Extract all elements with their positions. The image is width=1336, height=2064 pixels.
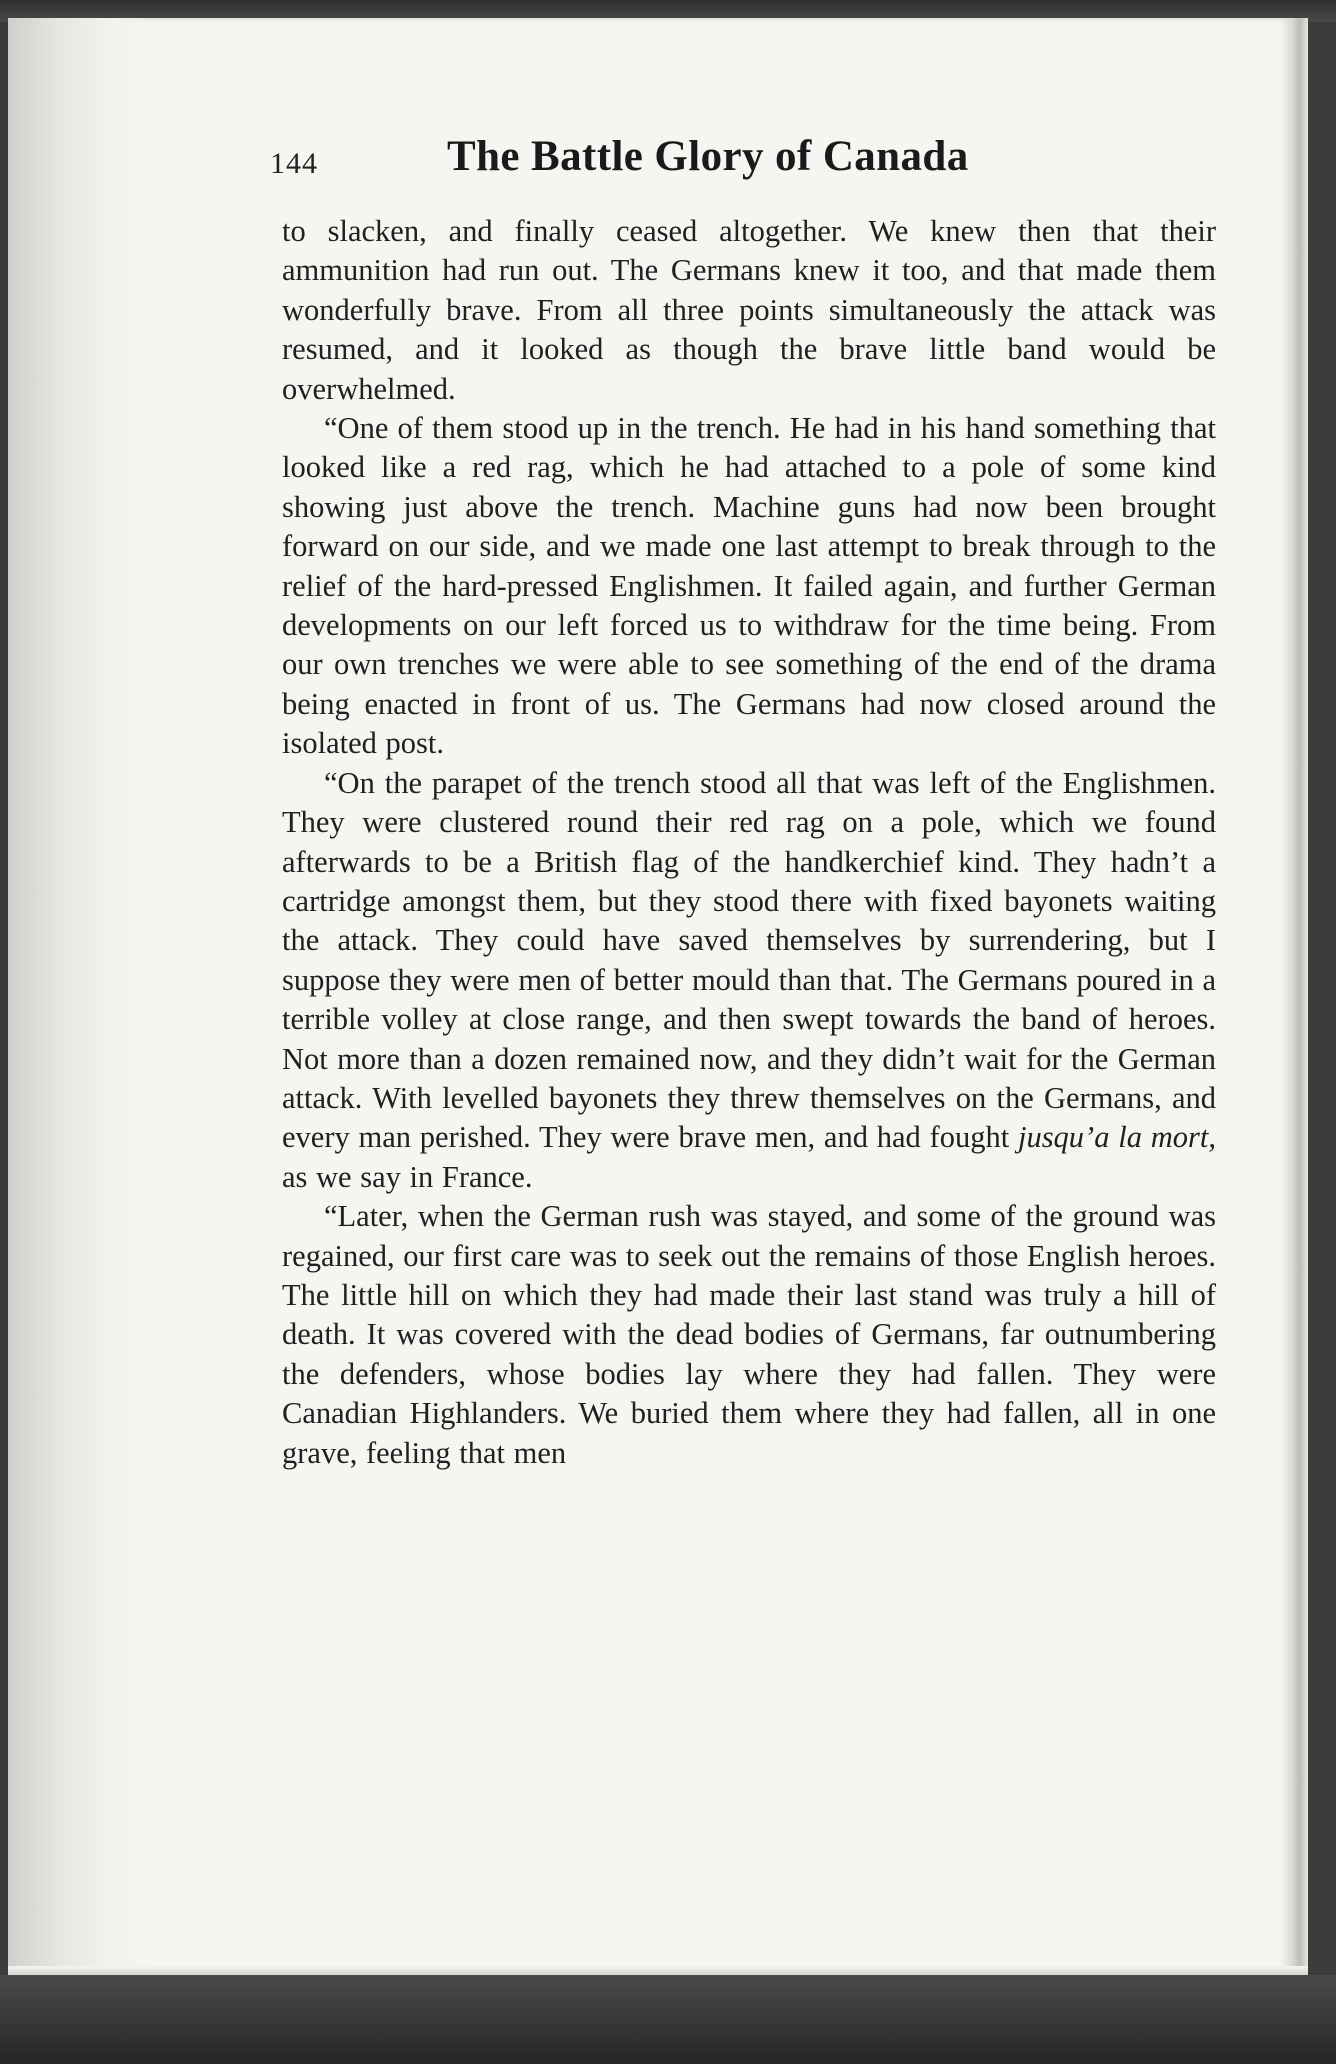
scanner-bottom-border	[0, 1975, 1336, 2064]
italic-phrase: jusqu’a la mort,	[1017, 1120, 1217, 1155]
body-text	[282, 212, 1216, 1473]
paragraph-text: “On the parapet of the trench stood all that was left of the Englishmen. They were clustered round their red rag on a pole, which we found afterwards to be a British flag of the handkerchief kind. They hadn’t a cartridge amongst them, but they stood there with fixed bayonets waiting the attack. They could have saved themselves by surrendering, but I suppose they were men of better mould than that. The Germans poured in a terrible volley at close range, and then swept towards the band of heroes. Not more than a dozen remained now, and they didn’t wait for the German attack. With levelled bayonets they threw themselves on the Germans, and every man perished. They were brave men, and had fought	[282, 765, 1216, 1155]
page-gutter-shadow	[8, 18, 158, 1980]
page-right-edge	[1280, 18, 1308, 1980]
paragraph: to slacken, and finally ceased altogether. We knew then that their ammunition had run out. The Germans knew it too, and that made them wonderfully brave. From all three points simultaneously the attack was resumed, and it looked as though the brave little band would be overwhelmed.	[282, 214, 1216, 406]
running-head	[270, 132, 1040, 192]
paragraph: “Later, when the German rush was stayed, and some of the ground was regained, our first care was to seek out the remains of those English heroes. The little hill on which they had made their last stand was truly a hill of death. It was covered with the dead bodies of Germans, far outnumbering the defenders, whose bodies lay where they had fallen. They were Canadian Highlanders. We buried them where they had fallen, all in one grave, feeling that men	[282, 1199, 1216, 1470]
paragraph	[282, 764, 1216, 1197]
paragraph: “One of them stood up in the trench. He had in his hand something that looked like a red rag, which he had attached to a pole of some kind showing just above the trench. Machine guns had now been brought forward on our side, and we made one last attempt to break through to the relief of the hard-pressed Englishmen. It failed again, and further German developments on our left forced us to withdraw for the time being. From our own trenches we were able to see something of the end of the drama being enacted in front of us. The Germans had now closed around the isolated post.	[282, 411, 1216, 761]
book-title: The Battle Glory of Canada	[447, 133, 969, 180]
paragraph-text: as we say in France.	[282, 1159, 533, 1194]
page-number: 144	[270, 147, 318, 180]
